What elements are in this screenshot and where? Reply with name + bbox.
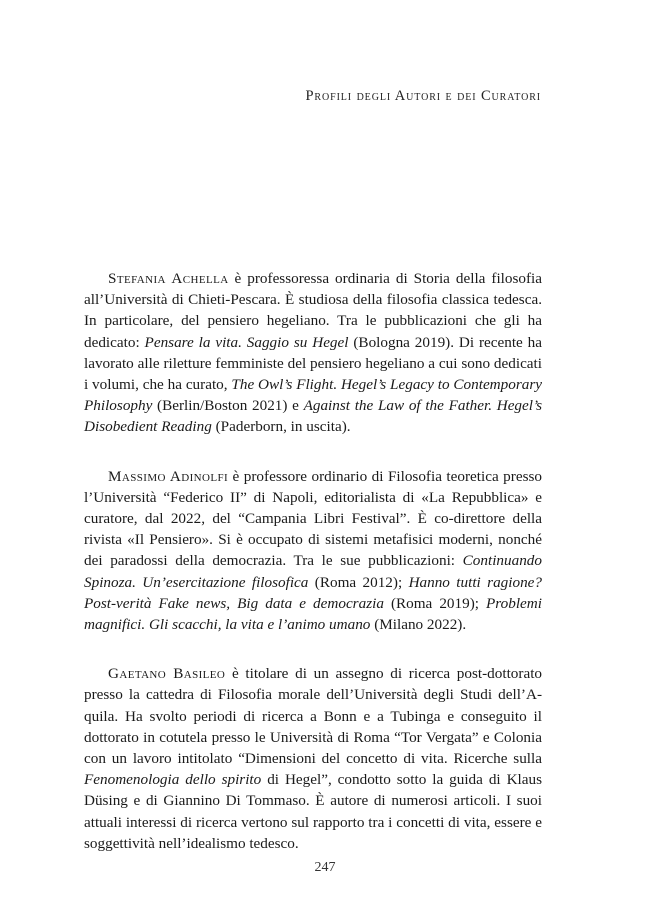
text-run: è professore ordinario di Filosofia teoretica presso l’Università “Federico II” di Napoli, editorialista di «La Repubblica» e curatore, dal 2022, del “Campania Libri Festival”. È co-direttore della rivista «Il Pensiero». Si è occupato di sistemi metafisici moderni, nonché dei paradossi della democrazia. Tra le sue pubblicazioni: <box>84 467 542 570</box>
author-name: Stefania Achella <box>108 270 229 287</box>
text-run: (Berlin/Boston 2021) e <box>152 397 304 415</box>
work-title: The Owl’s Flight. Hegel’s Legacy to Contemporary Philosophy <box>84 376 542 415</box>
entry-achella <box>84 268 542 438</box>
text-run: è professoressa ordinaria di Storia della filosofia all’Università di Chieti-Pescara. È studiosa della filosofia classica tedesca. In particolare, del pensiero hegeliano. Tra le pubblicazioni che gli ha dedicato: <box>84 270 542 351</box>
page-number: 247 <box>314 860 336 875</box>
work-title: Pensare la vita. Saggio su Hegel <box>144 333 349 351</box>
work-title: Against the Law of the Father. Hegel’s Disobedient Reading <box>84 397 542 436</box>
text-run: (Paderborn, in uscita). <box>211 418 351 436</box>
work-title: Fenomenologia dello spirito <box>84 771 262 789</box>
entry-basileo <box>84 663 542 854</box>
main-text <box>84 268 542 882</box>
entry-text <box>84 665 542 852</box>
text-run: (Bologna 2019). Di recente ha lavorato alle riletture femministe del pensiero hegeliano a cui sono dedicati i volumi, che ha curato, <box>84 333 543 394</box>
author-name: Massimo Adinolfi <box>108 467 229 485</box>
text-run: è titolare di un assegno di ricerca post-dottorato presso la cattedra di Filosofia morale dell’Università degli Studi dell’Aquila. Ha svolto periodi di ricerca a Bonn e a Tubinga e conseguito il dottorato in cotutela presso le Università di Roma “Tor Vergata” e Colonia con un lavoro intitolato “Dimensioni del concetto di vita. Ricerche sulla <box>84 665 543 768</box>
text-run: di Hegel”, condotto sotto la guida di Klaus Düsing e di Giannino Di Tommaso. È autore di numerosi articoli. I suoi attuali interessi di ricerca vertono sul rapporto tra i concetti di vita, essere e soggettività nell’idealismo tedesco. <box>84 771 543 852</box>
author-name: Gaetano Basileo <box>108 665 226 683</box>
work-title: Problemi magnifici. Gli scacchi, la vita e l’animo umano <box>84 594 542 634</box>
text-run: (Milano 2022). <box>370 616 467 634</box>
work-title: Hanno tutti ragione? Post-verità Fake news, Big data e democrazia <box>84 573 542 612</box>
running-head: Profili degli Autori e dei Curatori <box>305 88 541 104</box>
entry-adinolfi <box>84 466 542 636</box>
entry-text <box>84 468 542 633</box>
entry-text <box>84 270 542 435</box>
text-run: (Roma 2019); <box>383 594 487 612</box>
work-title: Continuando Spinoza. Un’esercitazione filosofica <box>84 552 542 591</box>
text-run: (Roma 2012); <box>308 573 409 591</box>
